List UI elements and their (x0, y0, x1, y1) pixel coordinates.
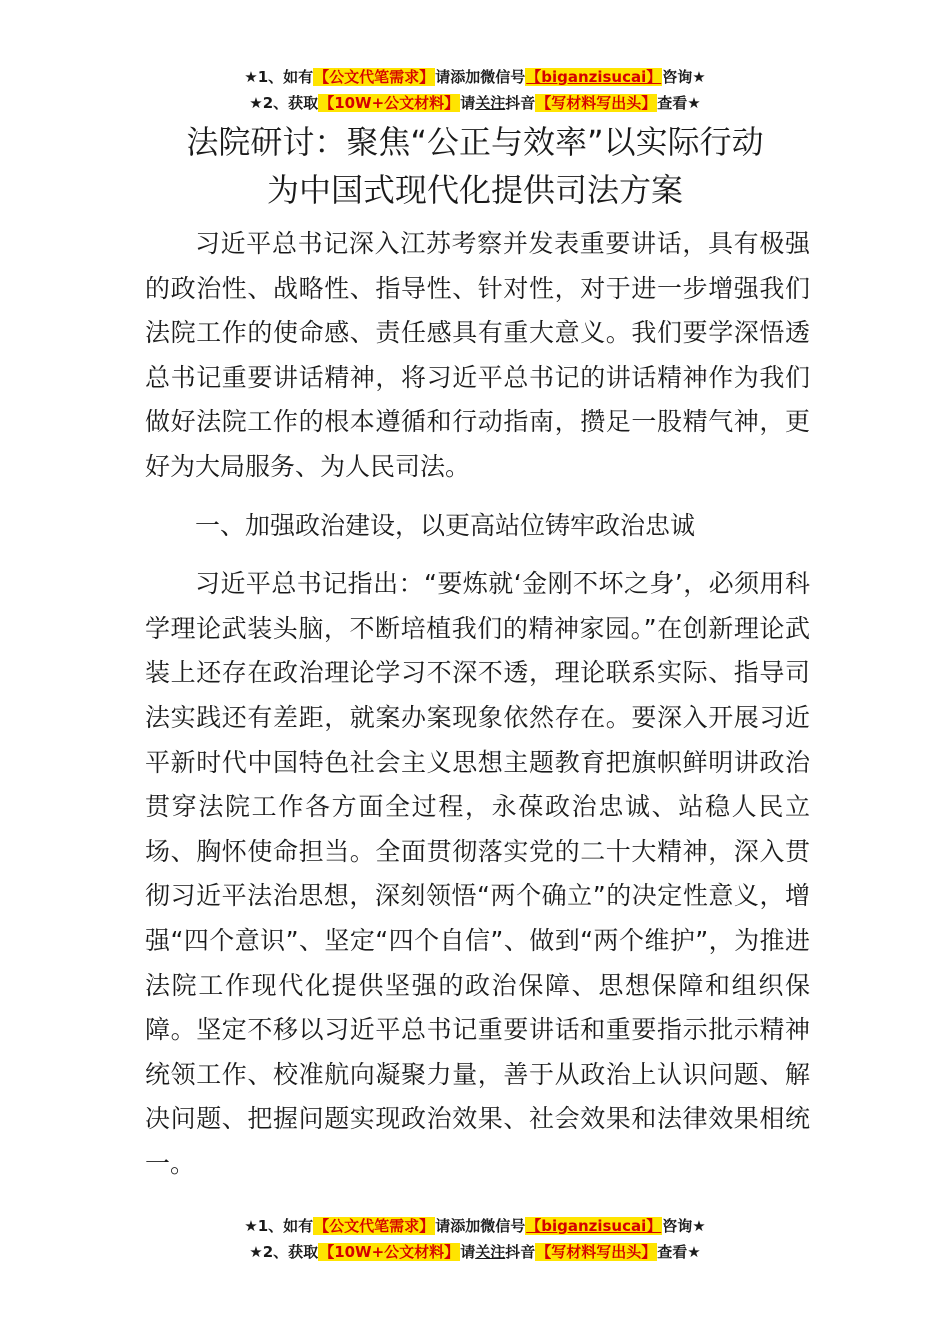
promo-highlight: 【10W+公文材料】 (319, 94, 460, 112)
promo-highlight: 【10W+公文材料】 (319, 1243, 460, 1261)
wechat-id-link[interactable]: 【biganzisucai】 (526, 1217, 662, 1235)
promo-line-1 (0, 64, 950, 90)
promo-banner-top (0, 64, 950, 116)
promo-text: 咨询★ (662, 68, 706, 86)
promo-text: 查看★ (657, 94, 701, 112)
document-title (0, 118, 950, 214)
promo-highlight: 【写材料写出头】 (536, 94, 657, 112)
promo-line-1 (0, 1213, 950, 1239)
promo-text: 请添加微信号 (435, 1217, 526, 1235)
promo-banner-bottom (0, 1213, 950, 1265)
promo-text: 抖音 (505, 1243, 536, 1261)
title-line-2: 为中国式现代化提供司法方案 (266, 171, 683, 209)
promo-follow-link[interactable]: 关注 (475, 94, 506, 112)
document-body (145, 222, 810, 1186)
promo-line-2 (0, 1239, 950, 1265)
promo-text: 咨询★ (662, 1217, 706, 1235)
promo-line-2 (0, 90, 950, 116)
promo-text: 抖音 (505, 94, 536, 112)
promo-highlight: 【公文代笔需求】 (314, 1217, 435, 1235)
promo-text: ★2、获取 (249, 1243, 319, 1261)
paragraph-intro: 习近平总书记深入江苏考察并发表重要讲话，具有极强的政治性、战略性、指导性、针对性，对于进一步增强我们法院工作的使命感、责任感具有重大意义。我们要学深悟透总书记重要讲话精神，将习近平总书记的讲话精神作为我们做好法院工作的根本遵循和行动指南，攒足一股精气神，更好为大局服务、为人民司法。 (145, 229, 810, 481)
promo-text: 请添加微信号 (435, 68, 526, 86)
section-heading: 一、加强政治建设，以更高站位铸牢政治忠诚 (195, 510, 696, 540)
paragraph-section-1: 习近平总书记指出：“要炼就‘金刚不坏之身’，必须用科学理论武装头脑，不断培植我们的精神家园。”在创新理论武装上还存在政治理论学习不深不透，理论联系实际、指导司法实践还有差距，就案办案现象依然存在。要深入开展习近平新时代中国特色社会主义思想主题教育把旗帜鲜明讲政治贯穿法院工作各方面全过程，永葆政治忠诚、站稳人民立场、胸怀使命担当。全面贯彻落实党的二十大精神，深入贯彻习近平法治思想，深刻领悟“两个确立”的决定性意义，增强“四个意识”、坚定“四个自信”、做到“两个维护”，为推进法院工作现代化提供坚强的政治保障、思想保障和组织保障。坚定不移以习近平总书记重要讲话和重要指示批示精神统领工作、校准航向凝聚力量，善于从政治上认识问题、解决问题、把握问题实现政治效果、社会效果和法律效果相统一。 (145, 569, 810, 1178)
promo-text: ★1、如有 (244, 1217, 314, 1235)
promo-text: 请 (460, 94, 476, 112)
promo-text: 请 (460, 1243, 476, 1261)
promo-follow-link[interactable]: 关注 (475, 1243, 506, 1261)
wechat-id-link[interactable]: 【biganzisucai】 (526, 68, 662, 86)
title-line-1: 法院研讨：聚焦“公正与效率”以实际行动 (186, 123, 764, 161)
promo-highlight: 【公文代笔需求】 (314, 68, 435, 86)
promo-text: 查看★ (657, 1243, 701, 1261)
promo-text: ★1、如有 (244, 68, 314, 86)
promo-highlight: 【写材料写出头】 (536, 1243, 657, 1261)
promo-text: ★2、获取 (249, 94, 319, 112)
